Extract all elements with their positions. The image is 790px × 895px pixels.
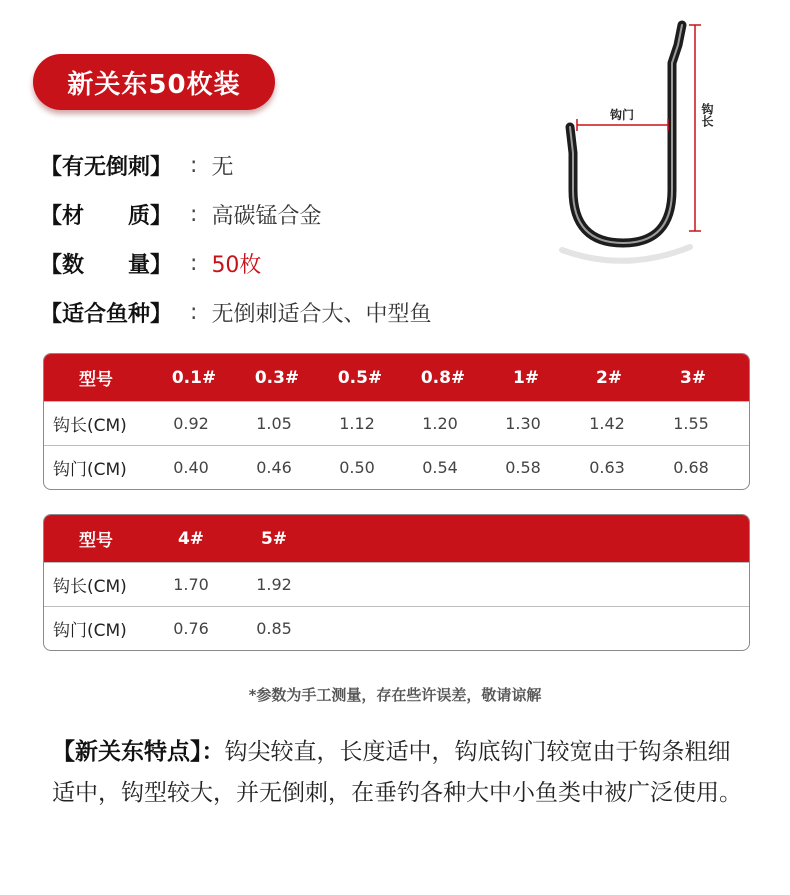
header-cell-model: 型号 (79, 531, 113, 551)
table-cell: 0.50 (339, 458, 375, 477)
table-cell: 0.76 (173, 619, 209, 638)
header-cell: 0.1# (171, 367, 217, 388)
spec-label: 【数 量】 (40, 253, 173, 278)
table-cell: 1.55 (673, 414, 709, 433)
table-header (44, 515, 749, 562)
table-cell: 1.92 (256, 575, 292, 594)
spec-separator: : (190, 251, 198, 276)
table-cell: 0.54 (422, 458, 458, 477)
features-text: 钩尖较直，长度适中，钩底钩门较宽由于钩条粗细适中，钩型较大，并无倒刺，在垂钓各种大中小鱼类中被广泛使用。 (52, 739, 742, 806)
gap-label: 钩门 (609, 108, 635, 122)
features-label: 【新关东特点】： (52, 739, 225, 765)
header-cell: 5# (260, 528, 288, 549)
spec-value: 无 (211, 155, 234, 180)
table-cell: 0.40 (173, 458, 209, 477)
hook-reflection (562, 247, 690, 261)
header-cell: 0.8# (420, 367, 466, 388)
spec-separator: : (190, 300, 198, 325)
spec-value: 高碳锰合金 (211, 204, 322, 229)
spec-value: 50枚 (211, 253, 262, 278)
table-cell: 1.70 (173, 575, 209, 594)
table-cell: 1.20 (422, 414, 458, 433)
table-row (44, 445, 749, 489)
table-cell: 0.46 (256, 458, 292, 477)
table-cell: 0.58 (505, 458, 541, 477)
row-label: 钩门(CM) (53, 621, 127, 641)
length-label: 钩长 (700, 103, 714, 127)
measurement-note: *参数为手工测量，存在些许误差，敬请谅解 (248, 686, 542, 704)
title-banner (33, 54, 275, 110)
row-label: 钩长(CM) (53, 577, 127, 597)
spec-separator: : (190, 202, 198, 227)
spec-material (40, 199, 321, 230)
hook-diagram (540, 15, 775, 290)
header-cell: 0.5# (337, 367, 383, 388)
table-row (44, 606, 749, 650)
features-paragraph (52, 732, 752, 814)
banner-title: 新关东50枚装 (67, 69, 241, 100)
table-cell: 1.30 (505, 414, 541, 433)
hook-shape (570, 25, 682, 243)
table-cell: 1.05 (256, 414, 292, 433)
table-cell: 1.12 (339, 414, 375, 433)
spec-table-2 (43, 514, 750, 651)
spec-separator: : (190, 153, 198, 178)
row-label: 钩门(CM) (53, 460, 127, 480)
table-row (44, 401, 749, 445)
table-row (44, 562, 749, 606)
spec-label: 【有无倒刺】 (40, 155, 173, 180)
header-cell: 2# (595, 367, 623, 388)
table-header (44, 354, 749, 401)
spec-table-1 (43, 353, 750, 490)
row-label: 钩长(CM) (53, 416, 127, 436)
table-cell: 0.92 (173, 414, 209, 433)
table-cell: 0.85 (256, 619, 292, 638)
spec-label: 【适合鱼种】 (40, 302, 173, 327)
spec-value: 无倒刺适合大、中型鱼 (211, 302, 432, 327)
header-cell: 1# (512, 367, 540, 388)
table-cell: 0.63 (589, 458, 625, 477)
spec-label: 【材 质】 (40, 204, 173, 229)
spec-quantity (40, 248, 261, 279)
spec-fish (40, 297, 431, 328)
table-cell: 1.42 (589, 414, 625, 433)
header-cell: 4# (177, 528, 205, 549)
spec-barb (40, 150, 233, 181)
header-cell: 3# (679, 367, 707, 388)
header-cell-model: 型号 (79, 370, 113, 390)
table-cell: 0.68 (673, 458, 709, 477)
header-cell: 0.3# (254, 367, 300, 388)
